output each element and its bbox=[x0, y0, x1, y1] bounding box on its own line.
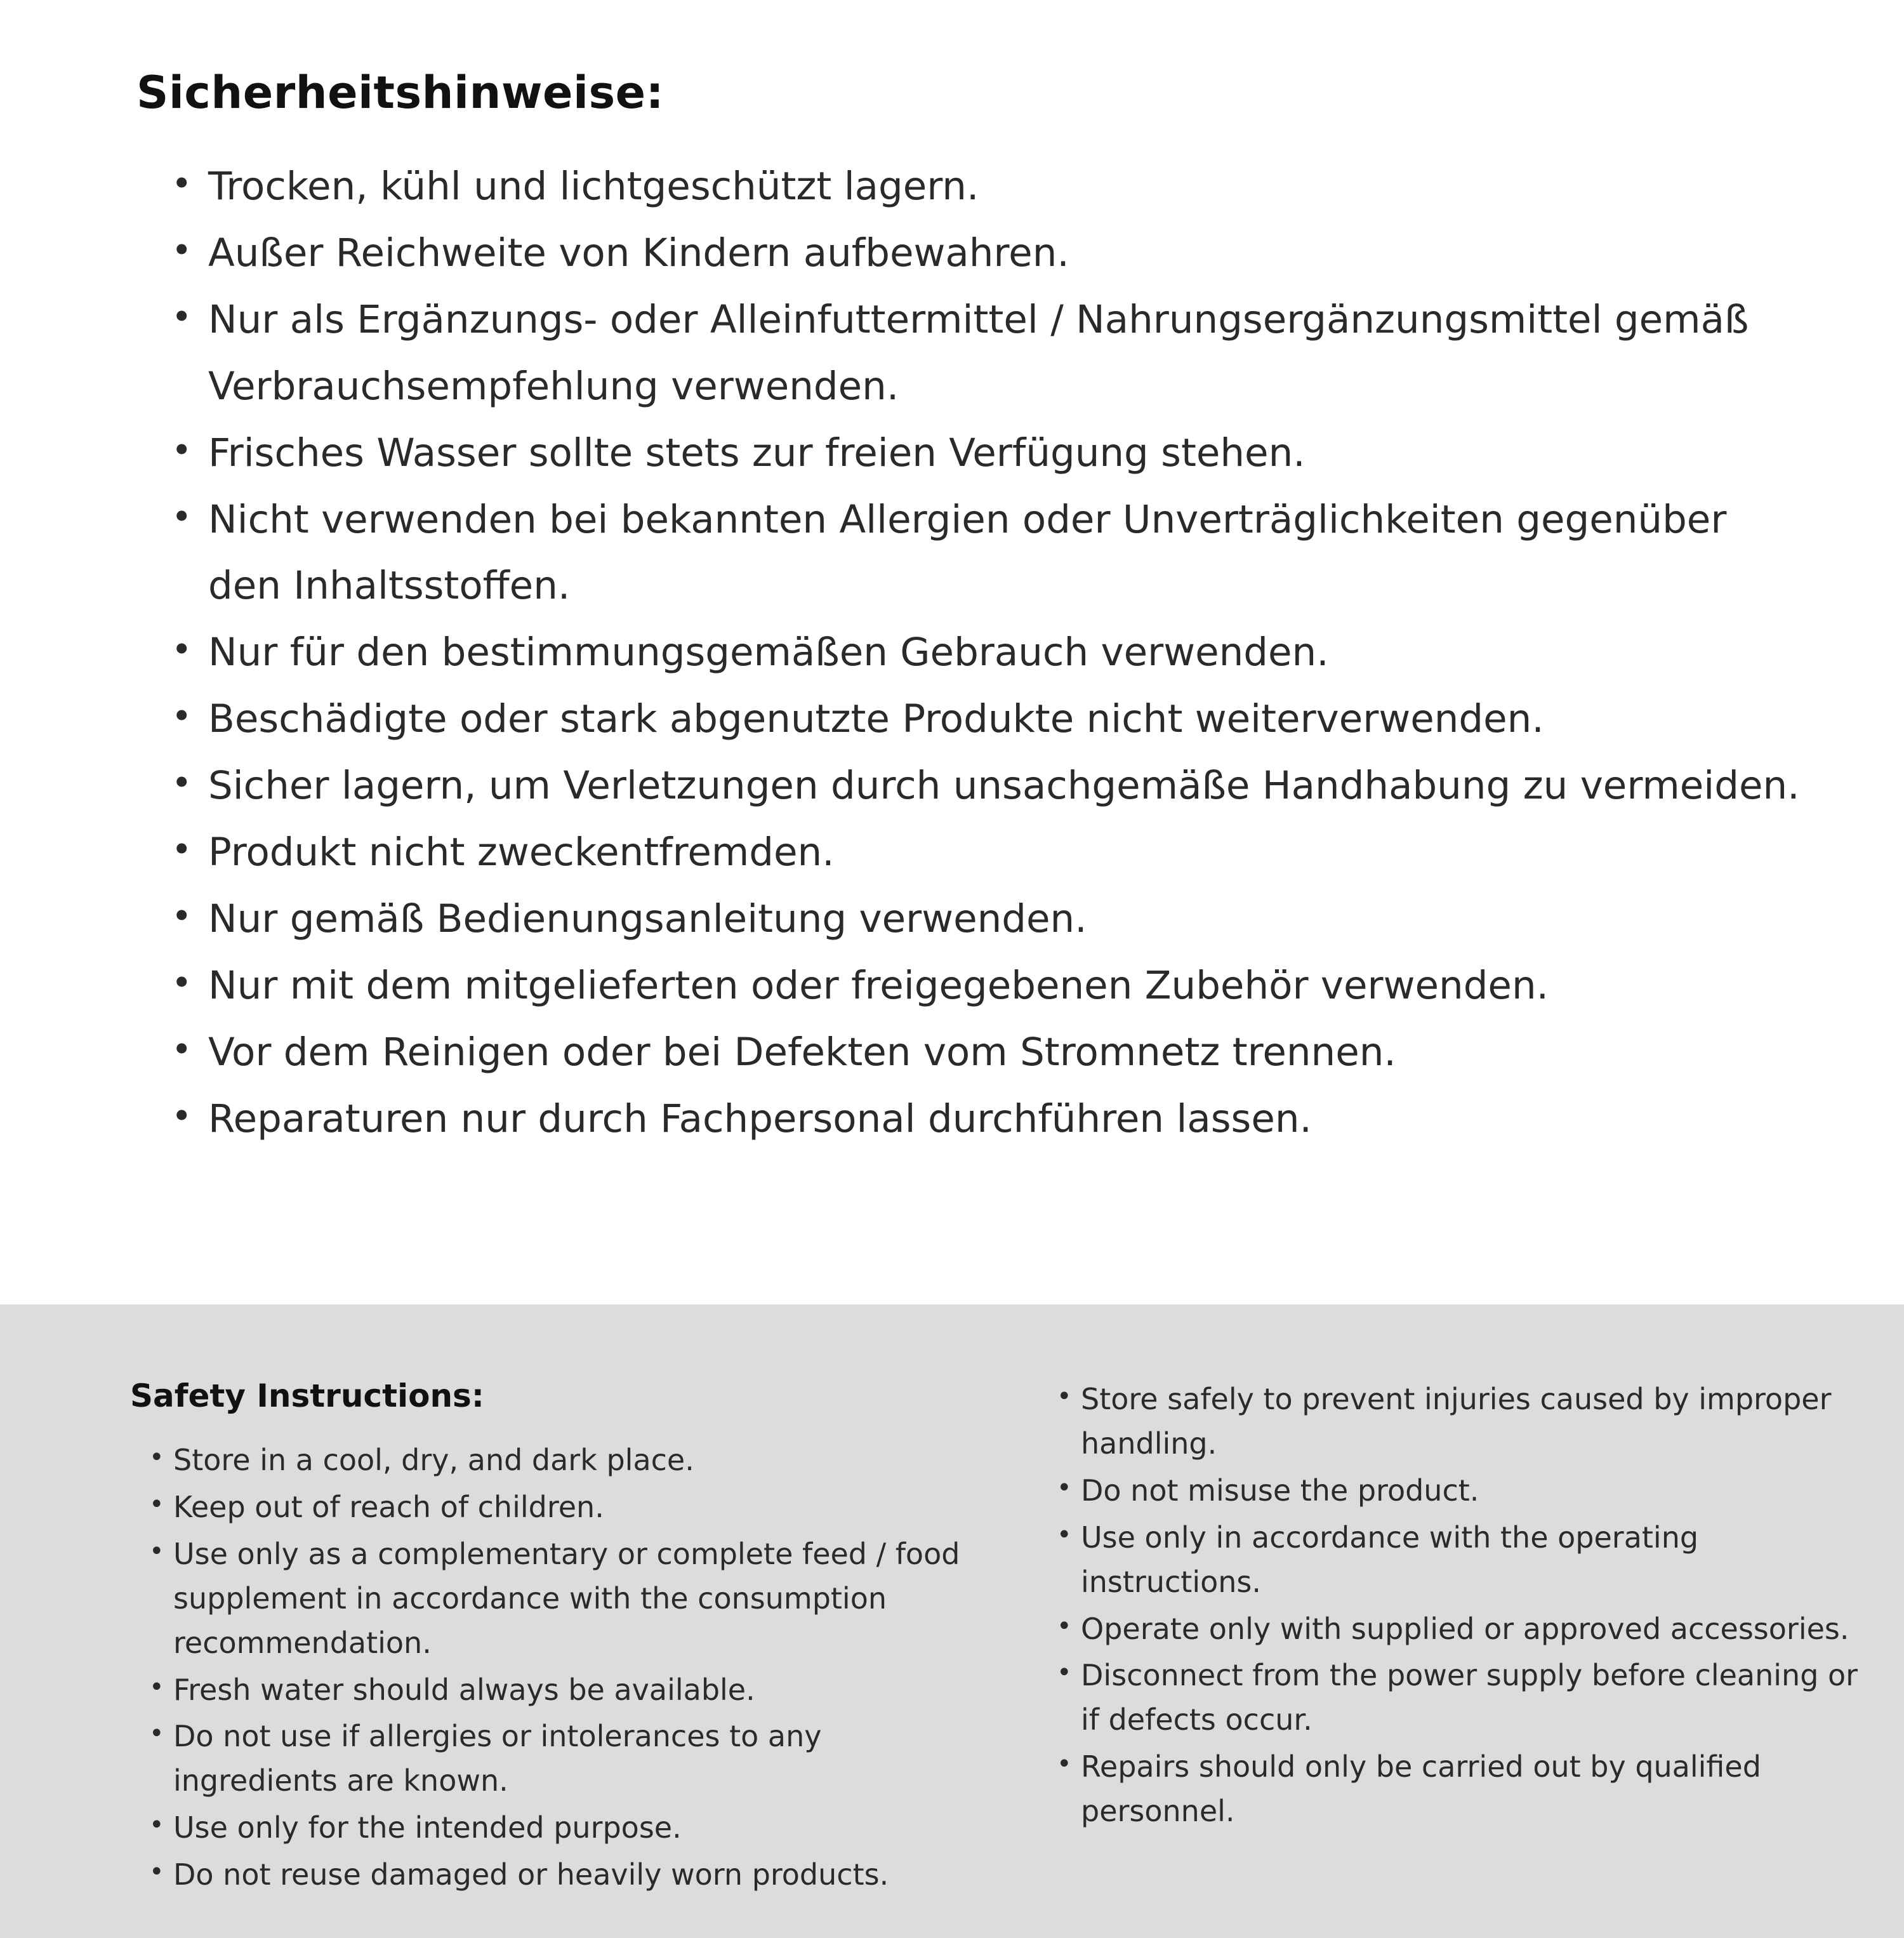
german-safety-heading: Sicherheitshinweise: bbox=[136, 67, 664, 119]
list-item: • Use only for the intended purpose. bbox=[143, 1806, 974, 1850]
list-item: • Do not misuse the product. bbox=[1050, 1469, 1869, 1513]
list-item: • Do not use if allergies or intolerances to any ingredients are known. bbox=[143, 1715, 974, 1803]
english-left-column bbox=[130, 1377, 974, 1900]
list-item: • Store safely to prevent injuries caused by improper handling. bbox=[1050, 1377, 1869, 1466]
german-safety-list bbox=[136, 154, 1809, 1153]
list-item: • Operate only with supplied or approved accessories. bbox=[1050, 1607, 1869, 1652]
list-item: • Nur gemäß Bedienungsanleitung verwenden. bbox=[171, 886, 1809, 953]
list-item: • Repairs should only be carried out by qualified personnel. bbox=[1050, 1745, 1869, 1834]
list-item: • Nicht verwenden bei bekannten Allergien oder Unverträglichkeiten gegenüber den Inhaltsstoffen. bbox=[171, 487, 1809, 620]
list-item: • Use only as a complementary or complete feed / food supplement in accordance with the consumption recommendation. bbox=[143, 1532, 974, 1666]
list-item: • Nur für den bestimmungsgemäßen Gebrauch verwenden. bbox=[171, 620, 1809, 686]
list-item: • Do not reuse damaged or heavily worn products. bbox=[143, 1853, 974, 1897]
list-item: • Nur als Ergänzungs- oder Alleinfuttermittel / Nahrungsergänzungsmittel gemäß Verbrauchsempfehlung verwenden. bbox=[171, 287, 1809, 420]
list-item: • Keep out of reach of children. bbox=[143, 1485, 974, 1530]
list-item: • Produkt nicht zweckentfremden. bbox=[171, 820, 1809, 886]
list-item: • Frisches Wasser sollte stets zur freien Verfügung stehen. bbox=[171, 420, 1809, 487]
list-item: • Außer Reichweite von Kindern aufbewahren. bbox=[171, 220, 1809, 287]
english-right-column bbox=[1050, 1377, 1869, 1900]
list-item: • Nur mit dem mitgelieferten oder freigegebenen Zubehör verwenden. bbox=[171, 953, 1809, 1019]
list-item: • Disconnect from the power supply before cleaning or if defects occur. bbox=[1050, 1654, 1869, 1742]
english-safety-heading: Safety Instructions: bbox=[130, 1377, 484, 1414]
list-item: • Trocken, kühl und lichtgeschützt lagern. bbox=[171, 154, 1809, 220]
list-item: • Store in a cool, dry, and dark place. bbox=[143, 1438, 974, 1483]
list-item: • Sicher lagern, um Verletzungen durch unsachgemäße Handhabung zu vermeiden. bbox=[171, 753, 1809, 820]
list-item: • Reparaturen nur durch Fachpersonal durchführen lassen. bbox=[171, 1086, 1809, 1153]
english-safety-list-right bbox=[1050, 1377, 1869, 1834]
list-item: • Vor dem Reinigen oder bei Defekten vom Stromnetz trennen. bbox=[171, 1019, 1809, 1086]
list-item: • Use only in accordance with the operating instructions. bbox=[1050, 1516, 1869, 1605]
list-item: • Beschädigte oder stark abgenutzte Produkte nicht weiterverwenden. bbox=[171, 686, 1809, 753]
english-safety-list-left bbox=[130, 1438, 974, 1897]
english-safety-section bbox=[0, 1304, 1904, 1938]
list-item: • Fresh water should always be available. bbox=[143, 1668, 974, 1713]
